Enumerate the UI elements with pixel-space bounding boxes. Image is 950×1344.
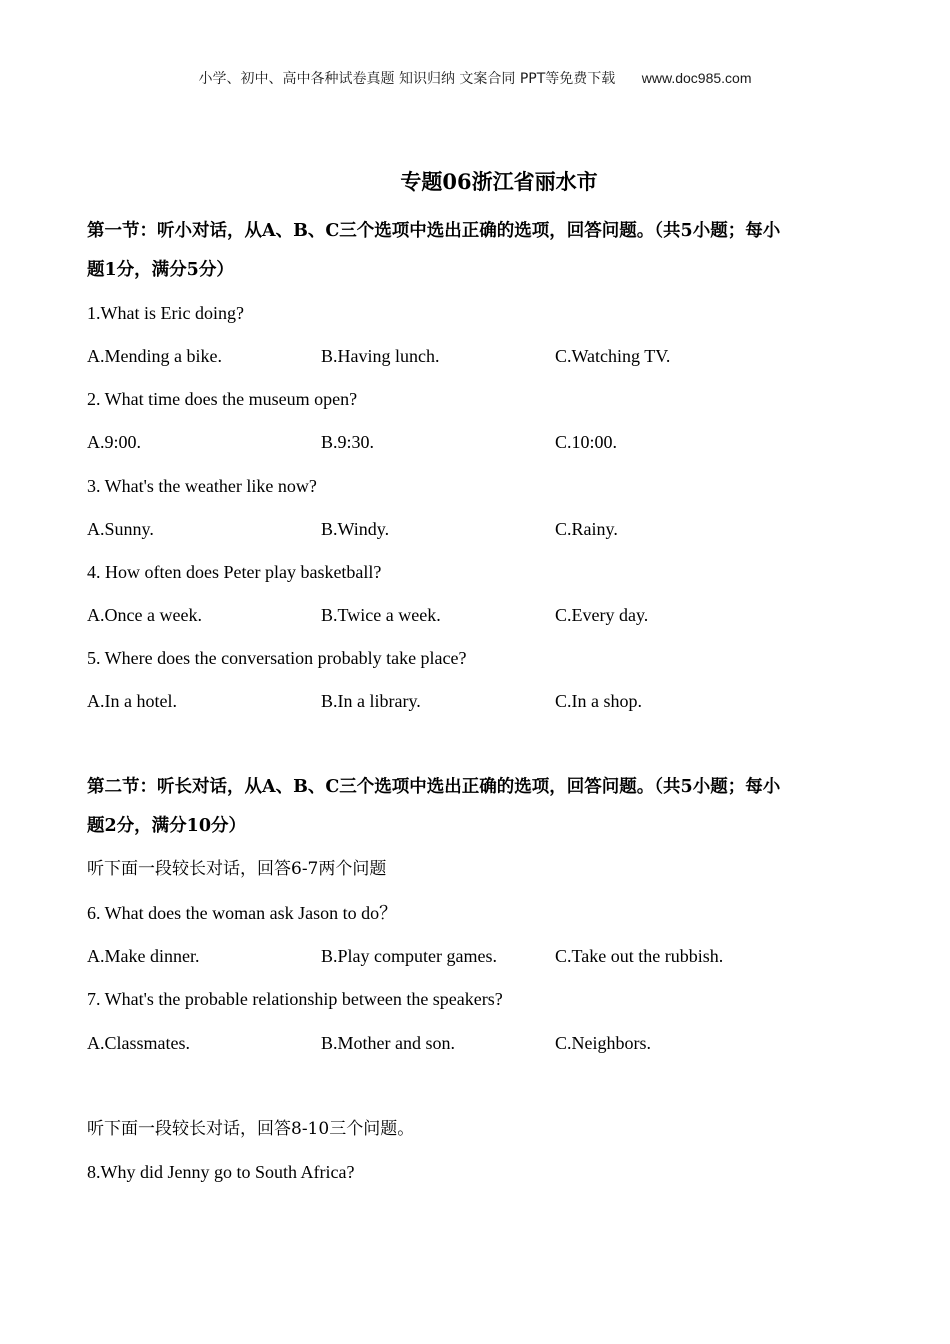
- page-header: [0, 68, 950, 88]
- question-2-option-c: C.10:00.: [555, 432, 618, 452]
- question-6-option-b: B.Play computer games.: [321, 946, 497, 966]
- question-4-option-b: B.Twice a week.: [321, 605, 441, 625]
- question-3-option-b: B.Windy.: [321, 519, 390, 539]
- section2-intro-8-10: 听下面一段较长对话，回答8-10三个问题。: [87, 1119, 415, 1139]
- question-7-option-b: B.Mother and son.: [321, 1033, 455, 1053]
- question-7-option-c: C.Neighbors.: [555, 1033, 651, 1053]
- question-5-option-a: A.In a hotel.: [87, 691, 177, 711]
- page-title: 专题06浙江省丽水市: [400, 169, 598, 194]
- question-1: 1.What is Eric doing?: [87, 303, 244, 323]
- header-text: 小学、初中、高中各种试卷真题 知识归纳 文案合同 PPT等免费下载: [198, 71, 616, 87]
- section1-heading-line2: 题1分，满分5分）: [87, 260, 234, 280]
- section1-heading-line1: 第一节：听小对话，从A、B、C三个选项中选出正确的选项，回答问题。（共5小题；每小: [87, 221, 781, 241]
- question-1-option-a: A.Mending a bike.: [87, 346, 222, 366]
- question-7-option-a: A.Classmates.: [87, 1033, 190, 1053]
- header-url[interactable]: www.doc985.com: [641, 70, 752, 86]
- question-5-option-b: B.In a library.: [321, 691, 421, 711]
- section2-heading-line2: 题2分，满分10分）: [87, 816, 247, 836]
- question-2-option-b: B.9:30.: [321, 432, 375, 452]
- section2-heading-line1: 第二节：听长对话，从A、B、C三个选项中选出正确的选项，回答问题。（共5小题；每小: [87, 777, 781, 797]
- question-6-option-c: C.Take out the rubbish.: [555, 946, 724, 966]
- question-3: 3. What's the weather like now?: [87, 476, 317, 496]
- question-3-option-a: A.Sunny.: [87, 519, 154, 539]
- question-4: 4. How often does Peter play basketball?: [87, 562, 382, 582]
- question-4-option-c: C.Every day.: [555, 605, 649, 625]
- question-4-option-a: A.Once a week.: [87, 605, 202, 625]
- question-5-option-c: C.In a shop.: [555, 691, 642, 711]
- question-1-option-c: C.Watching TV.: [555, 346, 671, 366]
- question-8: 8.Why did Jenny go to South Africa?: [87, 1162, 355, 1182]
- question-6: 6. What does the woman ask Jason to do？: [87, 903, 398, 923]
- question-5: 5. Where does the conversation probably take place?: [87, 648, 467, 668]
- question-2-option-a: A.9:00.: [87, 432, 141, 452]
- question-2: 2. What time does the museum open?: [87, 389, 358, 409]
- question-3-option-c: C.Rainy.: [555, 519, 618, 539]
- question-6-option-a: A.Make dinner.: [87, 946, 200, 966]
- section2-intro-6-7: 听下面一段较长对话，回答6-7两个问题: [87, 859, 387, 879]
- question-1-option-b: B.Having lunch.: [321, 346, 440, 366]
- question-7: 7. What's the probable relationship between the speakers?: [87, 989, 503, 1009]
